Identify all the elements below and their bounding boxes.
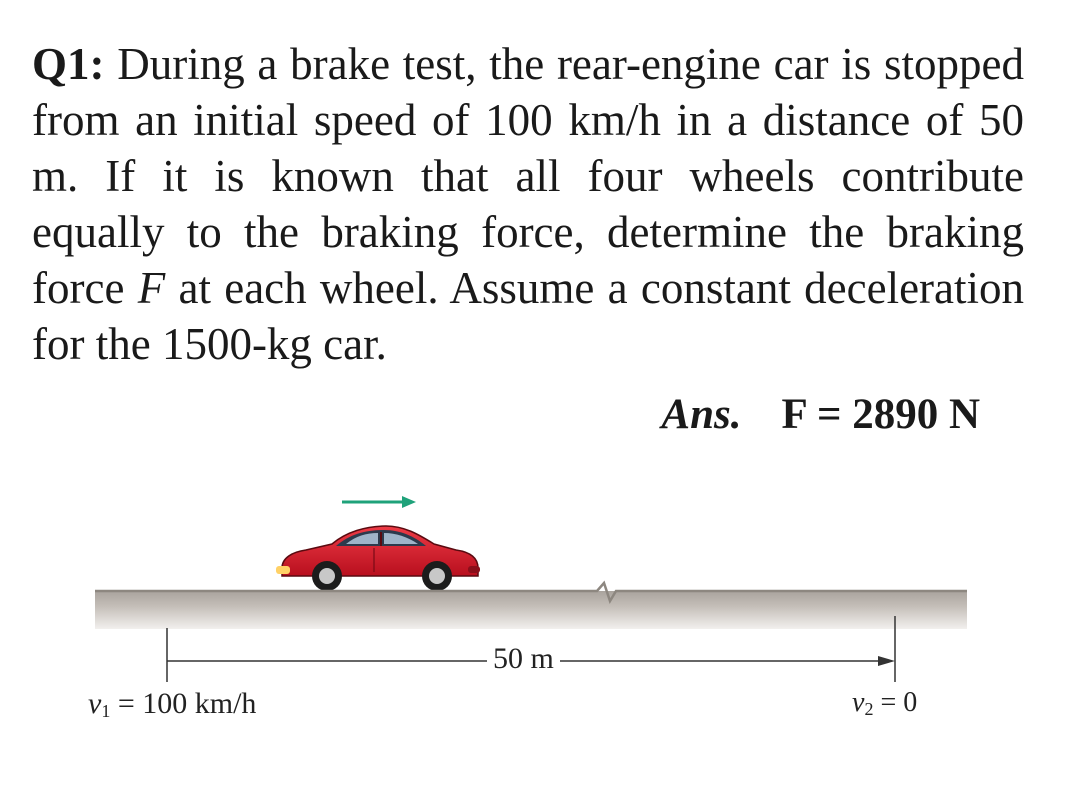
question-text-part-1: During a brake test, the rear-engine car is stopped from an initial speed of 100 km/h in a distance of 50 m. If it is known that all four wheels contribute equally to the braking force, determine the braking force: [32, 39, 1024, 313]
question-text: [32, 36, 1024, 372]
initial-speed-label: [88, 687, 256, 722]
v2-symbol: v: [852, 687, 865, 718]
road-ground: [95, 591, 967, 629]
brake-test-figure: [0, 480, 1080, 780]
distance-label: 50 m: [487, 642, 560, 676]
answer-line: [661, 390, 980, 439]
final-speed-label: [852, 687, 917, 720]
question-text-part-2: at each wheel. Assume a constant deceleration for the 1500-kg car.: [32, 263, 1025, 369]
v1-value: = 100 km/h: [110, 687, 257, 720]
v2-subscript: 2: [864, 699, 874, 719]
question-label: Q1:: [32, 39, 105, 89]
answer-prefix: Ans.: [661, 391, 742, 438]
answer-value: = 2890 N: [806, 391, 980, 438]
force-symbol: F: [137, 263, 166, 313]
v2-value: = 0: [873, 687, 918, 718]
car-icon: [276, 526, 480, 591]
v1-symbol: v: [88, 687, 102, 720]
motion-arrow-icon: [342, 496, 416, 508]
figure-drawing: [0, 480, 1080, 780]
v1-subscript: 1: [101, 701, 111, 721]
answer-symbol: F: [781, 391, 807, 438]
